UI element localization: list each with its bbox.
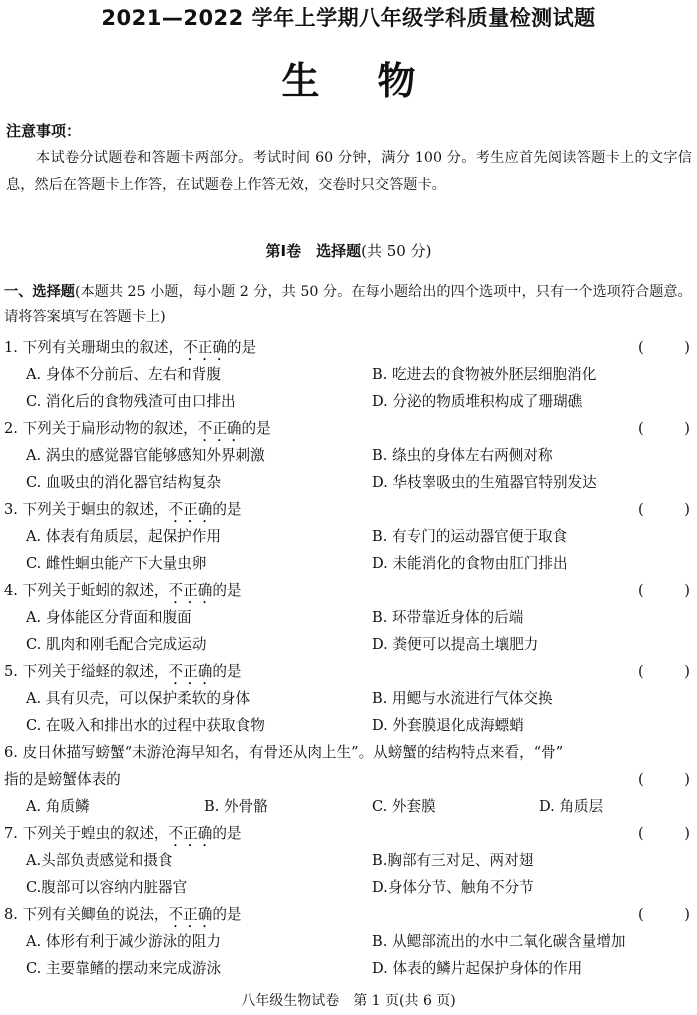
answer-blank: ( ) [638,501,690,518]
option-row [4,955,694,982]
option-a: A. 体形有利于减少游泳的阻力 [26,933,221,950]
option-row [4,388,694,415]
option-d: D. 华枝睾吸虫的生殖器官特别发达 [372,474,597,491]
stem-text: 下列关于缢蛏的叙述， [22,663,169,680]
stem-text-end: 的是 [212,501,242,518]
option-d: D.身体分节、触角不分节 [372,879,534,896]
emphasis-text: 不正确 [168,663,213,680]
option-c: C. 雌性蛔虫能产下大量虫卵 [26,555,207,572]
notice-body: 本试卷分试题卷和答题卡两部分。考试时间 60 分钟，满分 100 分。考生应首先阅读答题卡上的文字信息，然后在答题卡上作答，在试题卷上作答无效，交卷时只交答题卡。 [6,150,692,193]
stem-text: 下列关于蚯蚓的叙述， [22,582,169,599]
option-row [4,604,694,631]
stem-text-end: 指的是螃蟹体表的 [4,771,121,788]
option-d: D. 分泌的物质堆积构成了珊瑚礁 [372,393,583,410]
stem-text: 下列关于扁形动物的叙述， [22,420,198,437]
option-row [4,523,694,550]
answer-blank: ( ) [638,906,690,923]
option-a: A. 角质鳞 [26,798,90,815]
answer-blank: ( ) [638,825,690,842]
question-list [4,334,694,982]
question-stem [4,820,694,847]
emphasis-text: 不正确 [183,339,227,356]
option-d: D. 角质层 [539,798,604,815]
question-number: 4. [4,582,18,599]
question-stem-continued [4,766,694,793]
question [4,658,694,739]
question-number: 3. [4,501,18,518]
question-number: 6. [4,744,18,761]
question-number: 1. [4,339,18,356]
option-a: A. 涡虫的感觉器官能够感知外界刺激 [26,447,265,464]
part-heading [0,240,697,261]
stem-text-end: 的是 [212,582,242,599]
option-row [4,874,694,901]
option-c: C. 主要靠鳍的摆动来完成游泳 [26,960,222,977]
option-b: B. 用鳃与水流进行气体交换 [372,690,553,707]
answer-blank: ( ) [638,771,690,788]
answer-blank: ( ) [638,663,690,680]
question-number: 7. [4,825,18,842]
emphasis-text: 不正确 [168,906,213,923]
section-heading [4,280,694,330]
option-b: B. 绦虫的身体左右两侧对称 [372,447,553,464]
stem-text-end: 的是 [226,339,257,356]
option-a: A.头部负责感觉和摄食 [26,852,173,869]
question-number: 5. [4,663,18,680]
option-row [4,847,694,874]
option-b: B. 环带靠近身体的后端 [372,609,524,626]
notice-heading: 注意事项： [6,122,82,140]
option-row [4,685,694,712]
option-row [4,361,694,388]
option-a: A. 身体能区分背面和腹面 [26,609,192,626]
option-row [4,442,694,469]
stem-text: 下列有关鲫鱼的说法， [22,906,169,923]
option-row [4,631,694,658]
emphasis-text: 不正确 [168,501,213,518]
option-c: C. 血吸虫的消化器官结构复杂 [26,474,222,491]
question-stem [4,334,694,361]
answer-blank: ( ) [638,339,690,356]
option-b: B. 吃进去的食物被外胚层细胞消化 [372,366,597,383]
stem-text: 下列有关珊瑚虫的叙述， [22,339,184,356]
question-number: 8. [4,906,18,923]
option-c: C.腹部可以容纳内脏器官 [26,879,188,896]
option-b: B. 有专门的运动器官便于取食 [372,528,568,545]
option-d: D. 未能消化的食物由肛门排出 [372,555,568,572]
answer-blank: ( ) [638,420,690,437]
question-stem [4,739,694,766]
stem-text-end: 的是 [212,825,242,842]
question-stem [4,658,694,685]
question [4,739,694,820]
option-d: D. 外套膜退化成海螵蛸 [372,717,524,734]
option-row [4,550,694,577]
option-b: B. 从鳃部流出的水中二氧化碳含量增加 [372,933,626,950]
option-c: C. 肌肉和刚毛配合完成运动 [26,636,207,653]
option-a: A. 具有贝壳，可以保护柔软的身体 [26,690,251,707]
exam-title: 2021—2022 学年上学期八年级学科质量检测试题 [101,6,596,30]
question-stem [4,901,694,928]
option-c: C. 在吸入和排出水的过程中获取食物 [26,717,265,734]
emphasis-text: 不正确 [168,582,213,599]
part-label: 第Ⅰ卷 选择题 [265,242,362,260]
question [4,334,694,415]
question-stem [4,577,694,604]
subject-title: 生物 [281,59,474,103]
option-row [4,793,694,820]
stem-text: 皮日休描写螃蟹“未游沧海早知名，有骨还从肉上生”。从螃蟹的结构特点来看，“骨” [22,744,564,761]
option-a: A. 身体不分前后、左右和背腹 [26,366,221,383]
stem-text: 下列关于蝗虫的叙述， [22,825,169,842]
option-row [4,712,694,739]
option-d: D. 体表的鳞片起保护身体的作用 [372,960,583,977]
stem-text-end: 的是 [212,906,242,923]
emphasis-text: 不正确 [197,420,242,437]
question [4,820,694,901]
answer-blank: ( ) [638,582,690,599]
question [4,415,694,496]
option-row [4,928,694,955]
question-stem [4,496,694,523]
option-d: D. 粪便可以提高土壤肥力 [372,636,539,653]
option-b: B. 外骨骼 [204,798,268,815]
page-footer: 八年级生物试卷 第 1 页(共 6 页) [241,993,456,1009]
section-intro: (本题共 25 小题，每小题 2 分，共 50 分。在每小题给出的四个选项中，只有一个选项符合题意。请将答案填写在答题卡上) [4,284,692,325]
section-label: 一、选择题 [4,284,75,300]
stem-text-end: 的是 [212,663,242,680]
emphasis-text: 不正确 [168,825,213,842]
question [4,901,694,982]
stem-text: 下列关于蛔虫的叙述， [22,501,169,518]
question-number: 2. [4,420,18,437]
option-a: A. 体表有角质层，起保护作用 [26,528,221,545]
option-row [4,469,694,496]
part-score: (共 50 分) [361,242,432,260]
question [4,496,694,577]
option-b: B.胸部有三对足、两对翅 [372,852,534,869]
option-c: C. 外套膜 [372,798,436,815]
stem-text-end: 的是 [241,420,271,437]
question [4,577,694,658]
option-c: C. 消化后的食物残渣可由口排出 [26,393,236,410]
question-stem [4,415,694,442]
